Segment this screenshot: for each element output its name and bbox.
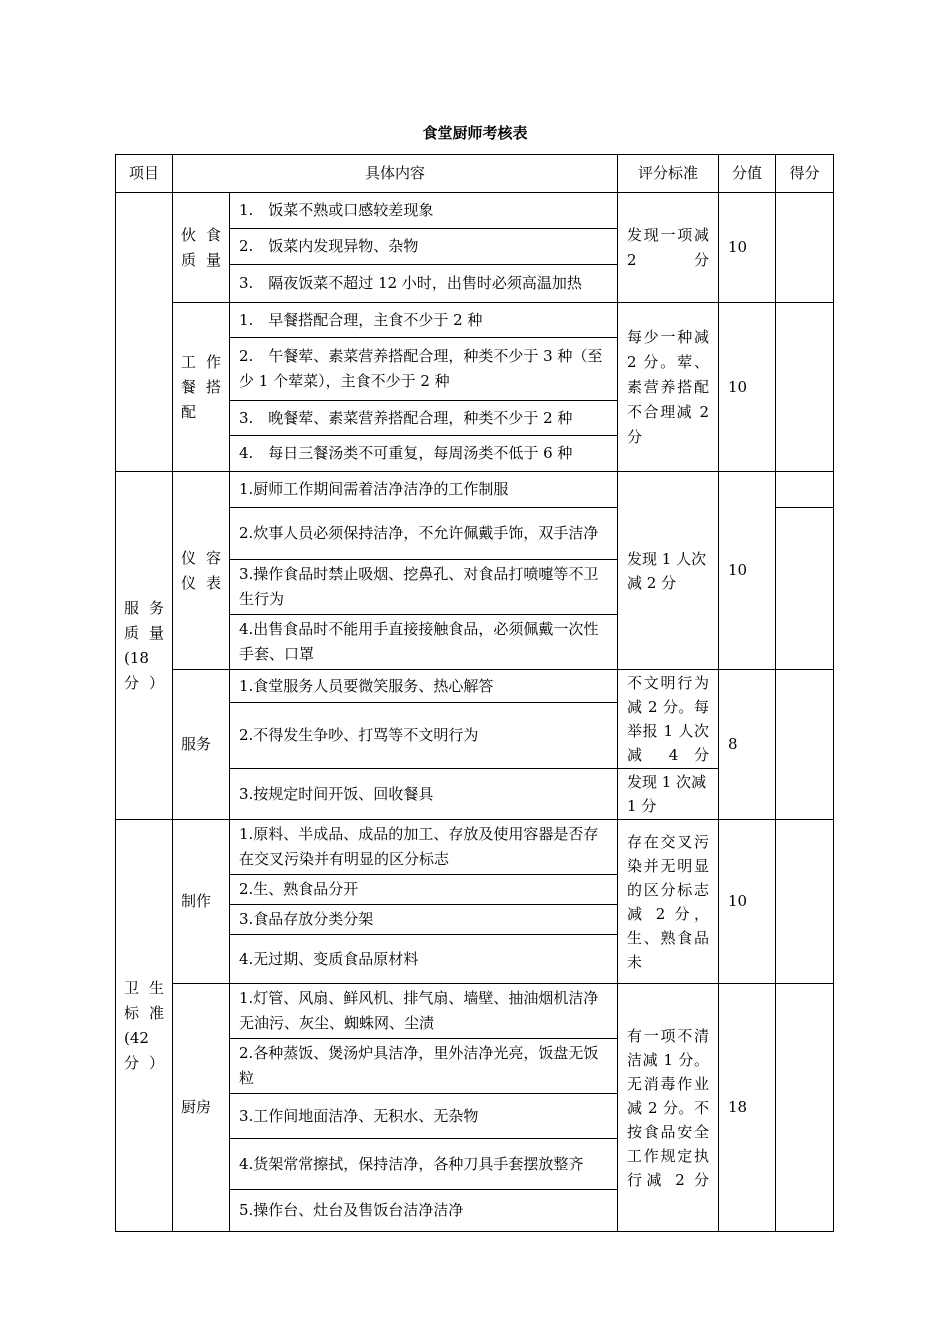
subcategory-serving: 服务 <box>173 670 230 820</box>
subcategory-quality: 伙食质量 <box>173 193 230 303</box>
header-criteria: 评分标准 <box>618 155 719 193</box>
list-item: 1.厨师工作期间需着洁净洁净的工作制服 <box>230 472 618 508</box>
got-score-cell[interactable] <box>776 303 834 472</box>
category-service: 服务质量(18 分） <box>116 472 173 820</box>
subcategory-kitchen: 厨房 <box>173 984 230 1232</box>
list-item: 1. 早餐搭配合理，主食不少于 2 种 <box>230 303 618 338</box>
list-item: 3.工作间地面洁净、无积水、无杂物 <box>230 1094 618 1139</box>
category-food <box>116 193 173 472</box>
list-item: 3. 晚餐荤、素菜营养搭配合理，种类不少于 2 种 <box>230 401 618 436</box>
got-score-cell[interactable] <box>776 820 834 984</box>
criteria-kitchen: 有一项不清洁减 1 分。无消毒作业减 2 分。不按食品安全工作规定执行减 2 分 <box>618 984 719 1232</box>
criteria-meals: 每少一种减 2 分。荤、素营养搭配不合理减 2 分 <box>618 303 719 472</box>
score-serving: 8 <box>719 670 776 820</box>
criteria-appearance: 发现 1 人次减 2 分 <box>618 472 719 670</box>
score-quality: 10 <box>719 193 776 303</box>
list-item: 1.原料、半成品、成品的加工、存放及使用容器是否存在交叉污染并有明显的区分标志 <box>230 820 618 875</box>
list-item: 3. 隔夜饭菜不超过 12 小时，出售时必须高温加热 <box>230 265 618 303</box>
table-row <box>116 303 834 338</box>
subcategory-making: 制作 <box>173 820 230 984</box>
list-item: 4.出售食品时不能用手直接接触食品，必须佩戴一次性手套、口罩 <box>230 615 618 670</box>
table-row <box>116 670 834 703</box>
header-row <box>116 155 834 193</box>
got-score-cell[interactable] <box>776 472 834 508</box>
got-score-cell[interactable] <box>776 984 834 1232</box>
got-score-cell[interactable] <box>776 670 834 820</box>
list-item: 1.食堂服务人员要微笑服务、热心解答 <box>230 670 618 703</box>
score-appearance: 10 <box>719 472 776 670</box>
subcategory-meals: 工作餐搭配 <box>173 303 230 472</box>
list-item: 1.灯管、风扇、鲜风机、排气扇、墙壁、抽油烟机洁净无油污、灰尘、蜘蛛网、尘渍 <box>230 984 618 1039</box>
list-item: 2.炊事人员必须保持洁净，不允许佩戴手饰，双手洁净 <box>230 508 618 560</box>
table-row <box>116 193 834 229</box>
table-row <box>116 820 834 875</box>
list-item: 4. 每日三餐汤类不可重复，每周汤类不低于 6 种 <box>230 436 618 472</box>
criteria-serving-a: 不文明行为减 2 分。每举报 1 人次减 4 分 <box>618 670 719 769</box>
list-item: 2.各种蒸饭、煲汤炉具洁净，里外洁净光亮，饭盘无饭粒 <box>230 1039 618 1094</box>
score-kitchen: 18 <box>719 984 776 1232</box>
list-item: 1. 饭菜不熟或口感较差现象 <box>230 193 618 229</box>
list-item: 2.不得发生争吵、打骂等不文明行为 <box>230 703 618 769</box>
list-item: 5.操作台、灶台及售饭台洁净洁净 <box>230 1190 618 1232</box>
header-got: 得分 <box>776 155 834 193</box>
score-meals: 10 <box>719 303 776 472</box>
criteria-making: 存在交叉污染并无明显的区分标志减 2 分，生、熟食品未 <box>618 820 719 984</box>
category-hygiene: 卫生标准(42 分） <box>116 820 173 1232</box>
page-title: 食堂厨师考核表 <box>422 124 528 142</box>
got-score-cell[interactable] <box>776 193 834 303</box>
got-score-cell[interactable] <box>776 508 834 670</box>
list-item: 4.无过期、变质食品原材料 <box>230 935 618 984</box>
header-score: 分值 <box>719 155 776 193</box>
list-item: 4.货架常常擦拭，保持洁净，各种刀具手套摆放整齐 <box>230 1139 618 1190</box>
list-item: 2. 饭菜内发现异物、杂物 <box>230 229 618 265</box>
assessment-table <box>115 154 834 1232</box>
subcategory-appearance: 仪容仪表 <box>173 472 230 670</box>
list-item: 2. 午餐荤、素菜营养搭配合理，种类不少于 3 种（至少 1 个荤菜），主食不少于 2 种 <box>230 338 618 401</box>
criteria-quality: 发现一项减 2 分 <box>618 193 719 303</box>
list-item: 3.按规定时间开饭、回收餐具 <box>230 769 618 820</box>
score-making: 10 <box>719 820 776 984</box>
criteria-serving-b: 发现 1 次减 1 分 <box>618 769 719 820</box>
table-row <box>116 472 834 508</box>
header-content: 具体内容 <box>173 155 618 193</box>
header-item: 项目 <box>116 155 173 193</box>
table-row <box>116 984 834 1039</box>
list-item: 3.操作食品时禁止吸烟、挖鼻孔、对食品打喷嚏等不卫生行为 <box>230 560 618 615</box>
list-item: 2.生、熟食品分开 <box>230 875 618 905</box>
list-item: 3.食品存放分类分架 <box>230 905 618 935</box>
